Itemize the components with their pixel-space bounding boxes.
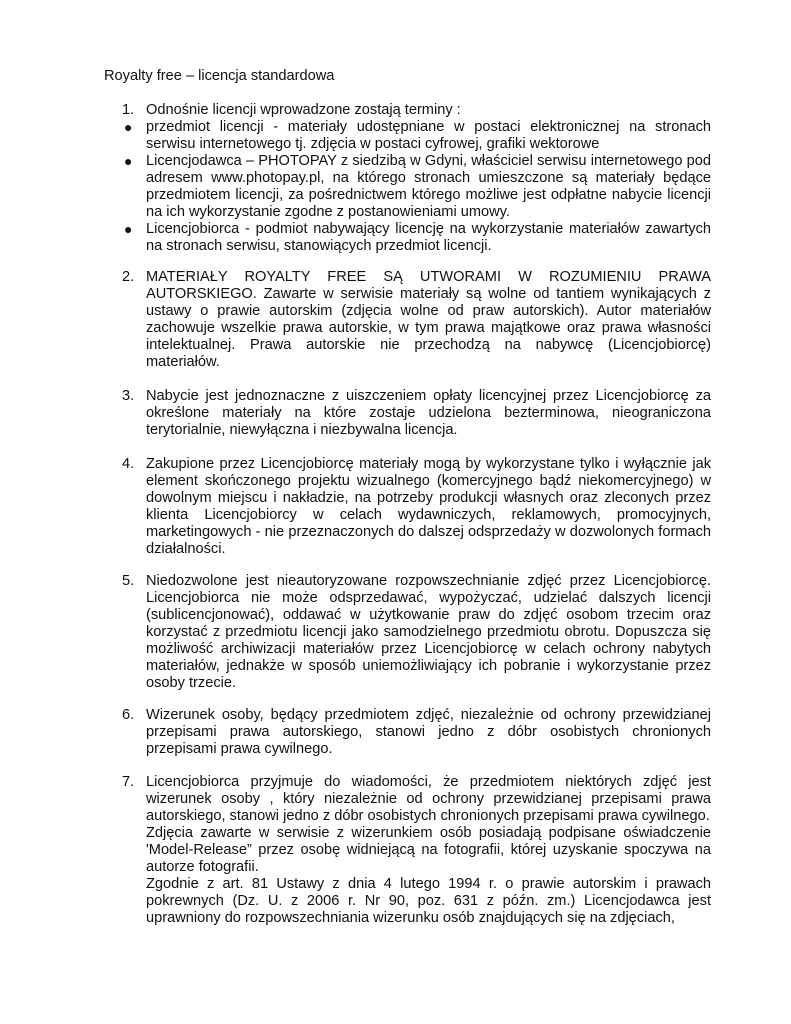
- item-body: [146, 269, 711, 371]
- document-title: Royalty free – licencja standardowa: [104, 68, 335, 84]
- item-paragraph: Nabycie jest jednoznaczne z uiszczeniem opłaty licencyjnej przez Licencjobiorcę za określone materiały na które zostaje udzielona bezterminowa, nieograniczona terytorialnie, niewyłączna i niezbywalna licencja.: [146, 388, 711, 438]
- bullet-text: Licencjobiorca - podmiot nabywający licencję na wykorzystanie materiałów zawartych na stronach serwisu, stanowiących przedmiot licencji.: [146, 221, 711, 254]
- item-body: [146, 573, 711, 692]
- item-number: 4.: [122, 456, 135, 472]
- item-paragraph: Odnośnie licencji wprowadzone zostają terminy :: [146, 102, 461, 118]
- item-number: 6.: [122, 707, 135, 723]
- item-paragraph: MATERIAŁY ROYALTY FREE SĄ UTWORAMI W ROZUMIENIU PRAWA AUTORSKIEGO. Zawarte w serwisie materiały są wolne od tantiem wynikających z ustawy o prawie autorskim (zdjęcia wolne od praw autorskich). Autor materiałów zachowuje wszelkie prawa autorskie, w tym prawa majątkowe oraz prawa własności intelektualnej. Prawa autorskie nie przechodzą na nabywcę (Licencjobiorcę) materiałów.: [146, 269, 711, 370]
- item-paragraph: Zgodnie z art. 81 Ustawy z dnia 4 lutego 1994 r. o prawie autorskim i prawach pokrewnych (Dz. U. z 2006 r. Nr 90, poz. 631 z późn. zm.) Licencjodawca jest uprawniony do rozpowszechniania wizerunku osób znajdujących się na zdjęciach,: [146, 876, 711, 926]
- item-number: 3.: [122, 388, 135, 404]
- item-number: 1.: [122, 102, 135, 118]
- item-paragraph: Zdjęcia zawarte w serwisie z wizerunkiem osób posiadają podpisane oświadczenie 'Model-Release” przez osobę widniejącą na fotografii, której uzyskanie spoczywa na autorze fotografii.: [146, 825, 711, 875]
- item-number: 7.: [122, 774, 135, 790]
- item-paragraph: Wizerunek osoby, będący przedmiotem zdjęć, niezależnie od ochrony przewidzianej przepisami prawa autorskiego, stanowi jedno z dóbr osobistych chronionych przepisami prawa cywilnego.: [146, 707, 711, 757]
- item-body: [146, 774, 711, 927]
- item-number: 2.: [122, 269, 135, 285]
- bullet-text: przedmiot licencji - materiały udostępniane w postaci elektronicznej na stronach serwisu internetowego tj. zdjęcia w postaci cyfrowej, grafiki wektorowe: [146, 119, 711, 152]
- bullet-icon: ●: [124, 221, 133, 237]
- bullet-text: Licencjodawca – PHOTOPAY z siedzibą w Gdyni, właściciel serwisu internetowego pod adresem www.photopay.pl, na którego stronach umieszczone są materiały będące przedmiotem licencji, za pośrednictwem którego możliwe jest odpłatne nabycie licencji na ich wykorzystanie zgodne z postanowieniami umowy.: [146, 153, 711, 220]
- item-body: [146, 456, 711, 558]
- bullet-icon: ●: [124, 119, 133, 135]
- item-body: [146, 388, 711, 439]
- item-number: 5.: [122, 573, 135, 589]
- item-body: [146, 707, 711, 758]
- item-paragraph: Licencjobiorca przyjmuje do wiadomości, że przedmiotem niektórych zdjęć jest wizerunek osoby , który niezależnie od ochrony przewidzianej przepisami prawa autorskiego, stanowi jedno z dóbr osobistych chronionych przepisami prawa cywilnego.: [146, 774, 711, 824]
- item-paragraph: Zakupione przez Licencjobiorcę materiały mogą by wykorzystane tylko i wyłącznie jak element skończonego projektu wizualnego (komercyjnego bądź niekomercyjnego) w dowolnym miejscu i nakładzie, na potrzeby produkcji własnych oraz zleconych przez klienta Licencjobiorcy w celach wydawniczych, reklamowych, promocyjnych, marketingowych - nie przeznaczonych do dalszej odsprzedaży w dozwolonych formach działalności.: [146, 456, 711, 557]
- item-body: [146, 102, 711, 119]
- item-paragraph: Niedozwolone jest nieautoryzowane rozpowszechnianie zdjęć przez Licencjobiorcę. Licencjobiorca nie może odsprzedawać, wypożyczać, udzielać dalszych licencji (sublicencjonować), oddawać w użytkowanie praw do zdjęć osobom trzecim oraz korzystać z przedmiotu licencji jako samodzielnego przedmiotu obrotu. Dopuszcza się możliwość archiwizacji materiałów przez Licencjobiorcę w celach ochrony nabytych materiałów, jednakże w sposób uniemożliwiający ich pobranie i wykorzystanie przez osoby trzecie.: [146, 573, 711, 691]
- bullet-icon: ●: [124, 153, 133, 169]
